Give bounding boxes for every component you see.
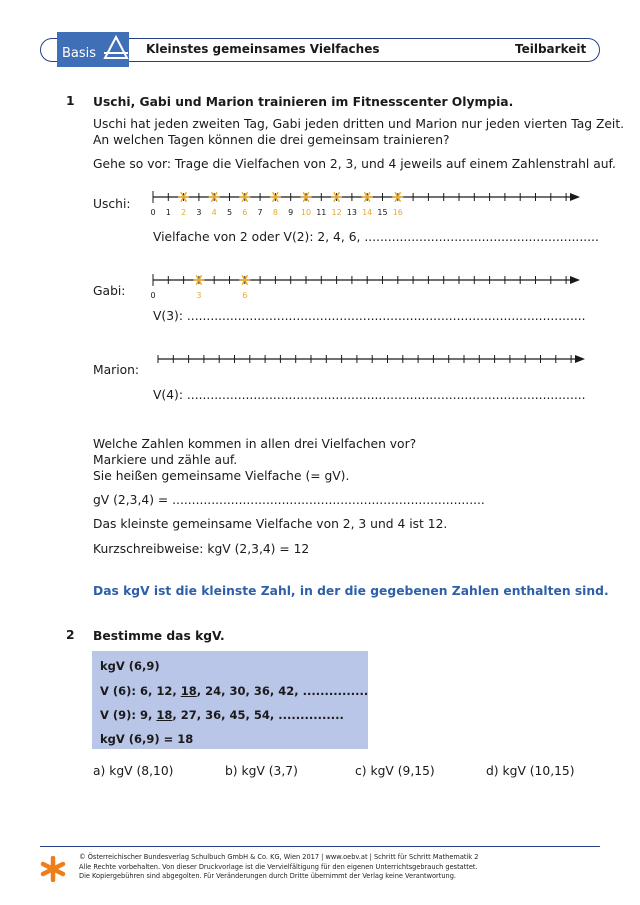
numberline-tick-label: 2 — [181, 208, 187, 217]
numberline-tick-label: 9 — [288, 208, 294, 217]
numberline-arrow-icon — [570, 193, 580, 201]
basis-label: Basis — [62, 46, 97, 61]
answer-uschi: Vielfache von 2 oder V(2): 2, 4, 6, ............................................................ — [153, 230, 599, 244]
numberline-tick-label: 11 — [316, 208, 327, 217]
numberline-tick-label: 13 — [346, 208, 357, 217]
numberline-tick-label: 0 — [150, 208, 156, 217]
example-result: kgV (6,9) = 18 — [100, 732, 194, 746]
task1-number: 1 — [66, 94, 75, 108]
example-v9 — [100, 708, 344, 722]
question-line1: Welche Zahlen kommen in allen drei Vielfachen vor? — [93, 437, 417, 451]
numberline-tick-label: 16 — [392, 208, 403, 217]
numberline-tick-label: 12 — [331, 208, 342, 217]
example-v9-suffix: , 27, 36, 45, 54, ............... — [172, 708, 344, 722]
exercise-b: b) kgV (3,7) — [225, 764, 298, 778]
numberline-tick-label: 15 — [377, 208, 388, 217]
numberline-tick-label: 3 — [196, 291, 202, 300]
numberline-tick-label: 6 — [242, 291, 248, 300]
footer-text — [79, 853, 478, 882]
task2-title: Bestimme das kgV. — [93, 629, 225, 643]
gv-answer: gV (2,3,4) = ................................................................................ — [93, 493, 485, 507]
numberline-label-gabi: Gabi: — [93, 284, 126, 298]
exercise-a: a) kgV (8,10) — [93, 764, 174, 778]
numberline-arrow-icon — [575, 355, 585, 363]
numberline-label-marion: Marion: — [93, 363, 140, 377]
question-line3: Sie heißen gemeinsame Vielfache (= gV). — [93, 469, 350, 483]
numberline-tick-label: 4 — [211, 208, 217, 217]
task1-title: Uschi, Gabi und Marion trainieren im Fitnesscenter Olympia. — [93, 95, 514, 109]
task1-text-line1: Uschi hat jeden zweiten Tag, Gabi jeden dritten und Marion nur jeden vierten Tag Zeit. — [93, 117, 625, 131]
numberline-arrow-icon — [570, 276, 580, 284]
exercise-c: c) kgV (9,15) — [355, 764, 435, 778]
footer-line3: Die Kopiergebühren sind abgegolten. Für Veränderungen durch Dritte übernimmt der Verlag keine Verantwortung. — [79, 872, 456, 880]
numberline-tick-label: 1 — [165, 208, 171, 217]
numberline-tick-label: 7 — [257, 208, 263, 217]
numberline-tick-label: 8 — [272, 208, 278, 217]
rule-text: Das kgV ist die kleinste Zahl, in der die gegebenen Zahlen enthalten sind. — [93, 584, 609, 598]
publisher-logo-icon — [40, 856, 66, 882]
task2-number: 2 — [66, 628, 75, 642]
example-v6-suffix: , 24, 30, 36, 42, ............... — [196, 684, 369, 698]
example-heading: kgV (6,9) — [100, 659, 160, 673]
header-title: Kleinstes gemeinsames Vielfaches — [146, 42, 380, 56]
numberline-tick-label: 3 — [196, 208, 202, 217]
header-topic: Teilbarkeit — [515, 42, 587, 56]
numberline-label-uschi: Uschi: — [93, 197, 131, 211]
task1-instruction: Gehe so vor: Trage die Vielfachen von 2, 3, und 4 jeweils auf einem Zahlenstrahl auf. — [93, 157, 616, 171]
kgv-sentence: Das kleinste gemeinsame Vielfache von 2, 3 und 4 ist 12. — [93, 517, 448, 531]
footer-line2: Alle Rechte vorbehalten. Von dieser Druckvorlage ist die Vervielfältigung für den eigenen Unterrichtsgebrauch gestattet. — [79, 862, 478, 871]
footer-line1: © Österreichischer Bundesverlag Schulbuch GmbH & Co. KG, Wien 2017 | www.oebv.at | Schritt für Schritt Mathematik 2 — [79, 853, 479, 861]
numberline-tick-label: 5 — [226, 208, 233, 217]
example-v9-mark: 18 — [156, 708, 173, 722]
example-box — [92, 651, 368, 749]
example-v6-mark: 18 — [180, 684, 197, 698]
task1-text-line2: An welchen Tagen können die drei gemeinsam trainieren? — [93, 133, 450, 147]
answer-marion: V(4): ...................................................................................................... — [153, 388, 586, 402]
exercise-d: d) kgV (10,15) — [486, 764, 575, 778]
short-notation: Kurzschreibweise: kgV (2,3,4) = 12 — [93, 542, 310, 556]
example-v6-prefix: V (6): 6, 12, — [100, 684, 181, 698]
numberline-tick-label: 10 — [300, 208, 312, 217]
question-line2: Markiere und zähle auf. — [93, 453, 238, 467]
example-v6 — [100, 684, 368, 698]
footer-line — [40, 846, 600, 847]
example-v9-prefix: V (9): 9, — [100, 708, 157, 722]
answer-gabi: V(3): ...................................................................................................... — [153, 309, 586, 323]
numberline-tick-label: 0 — [150, 291, 156, 300]
numberline-tick-label: 6 — [242, 208, 248, 217]
numberline-tick-label: 14 — [362, 208, 373, 217]
